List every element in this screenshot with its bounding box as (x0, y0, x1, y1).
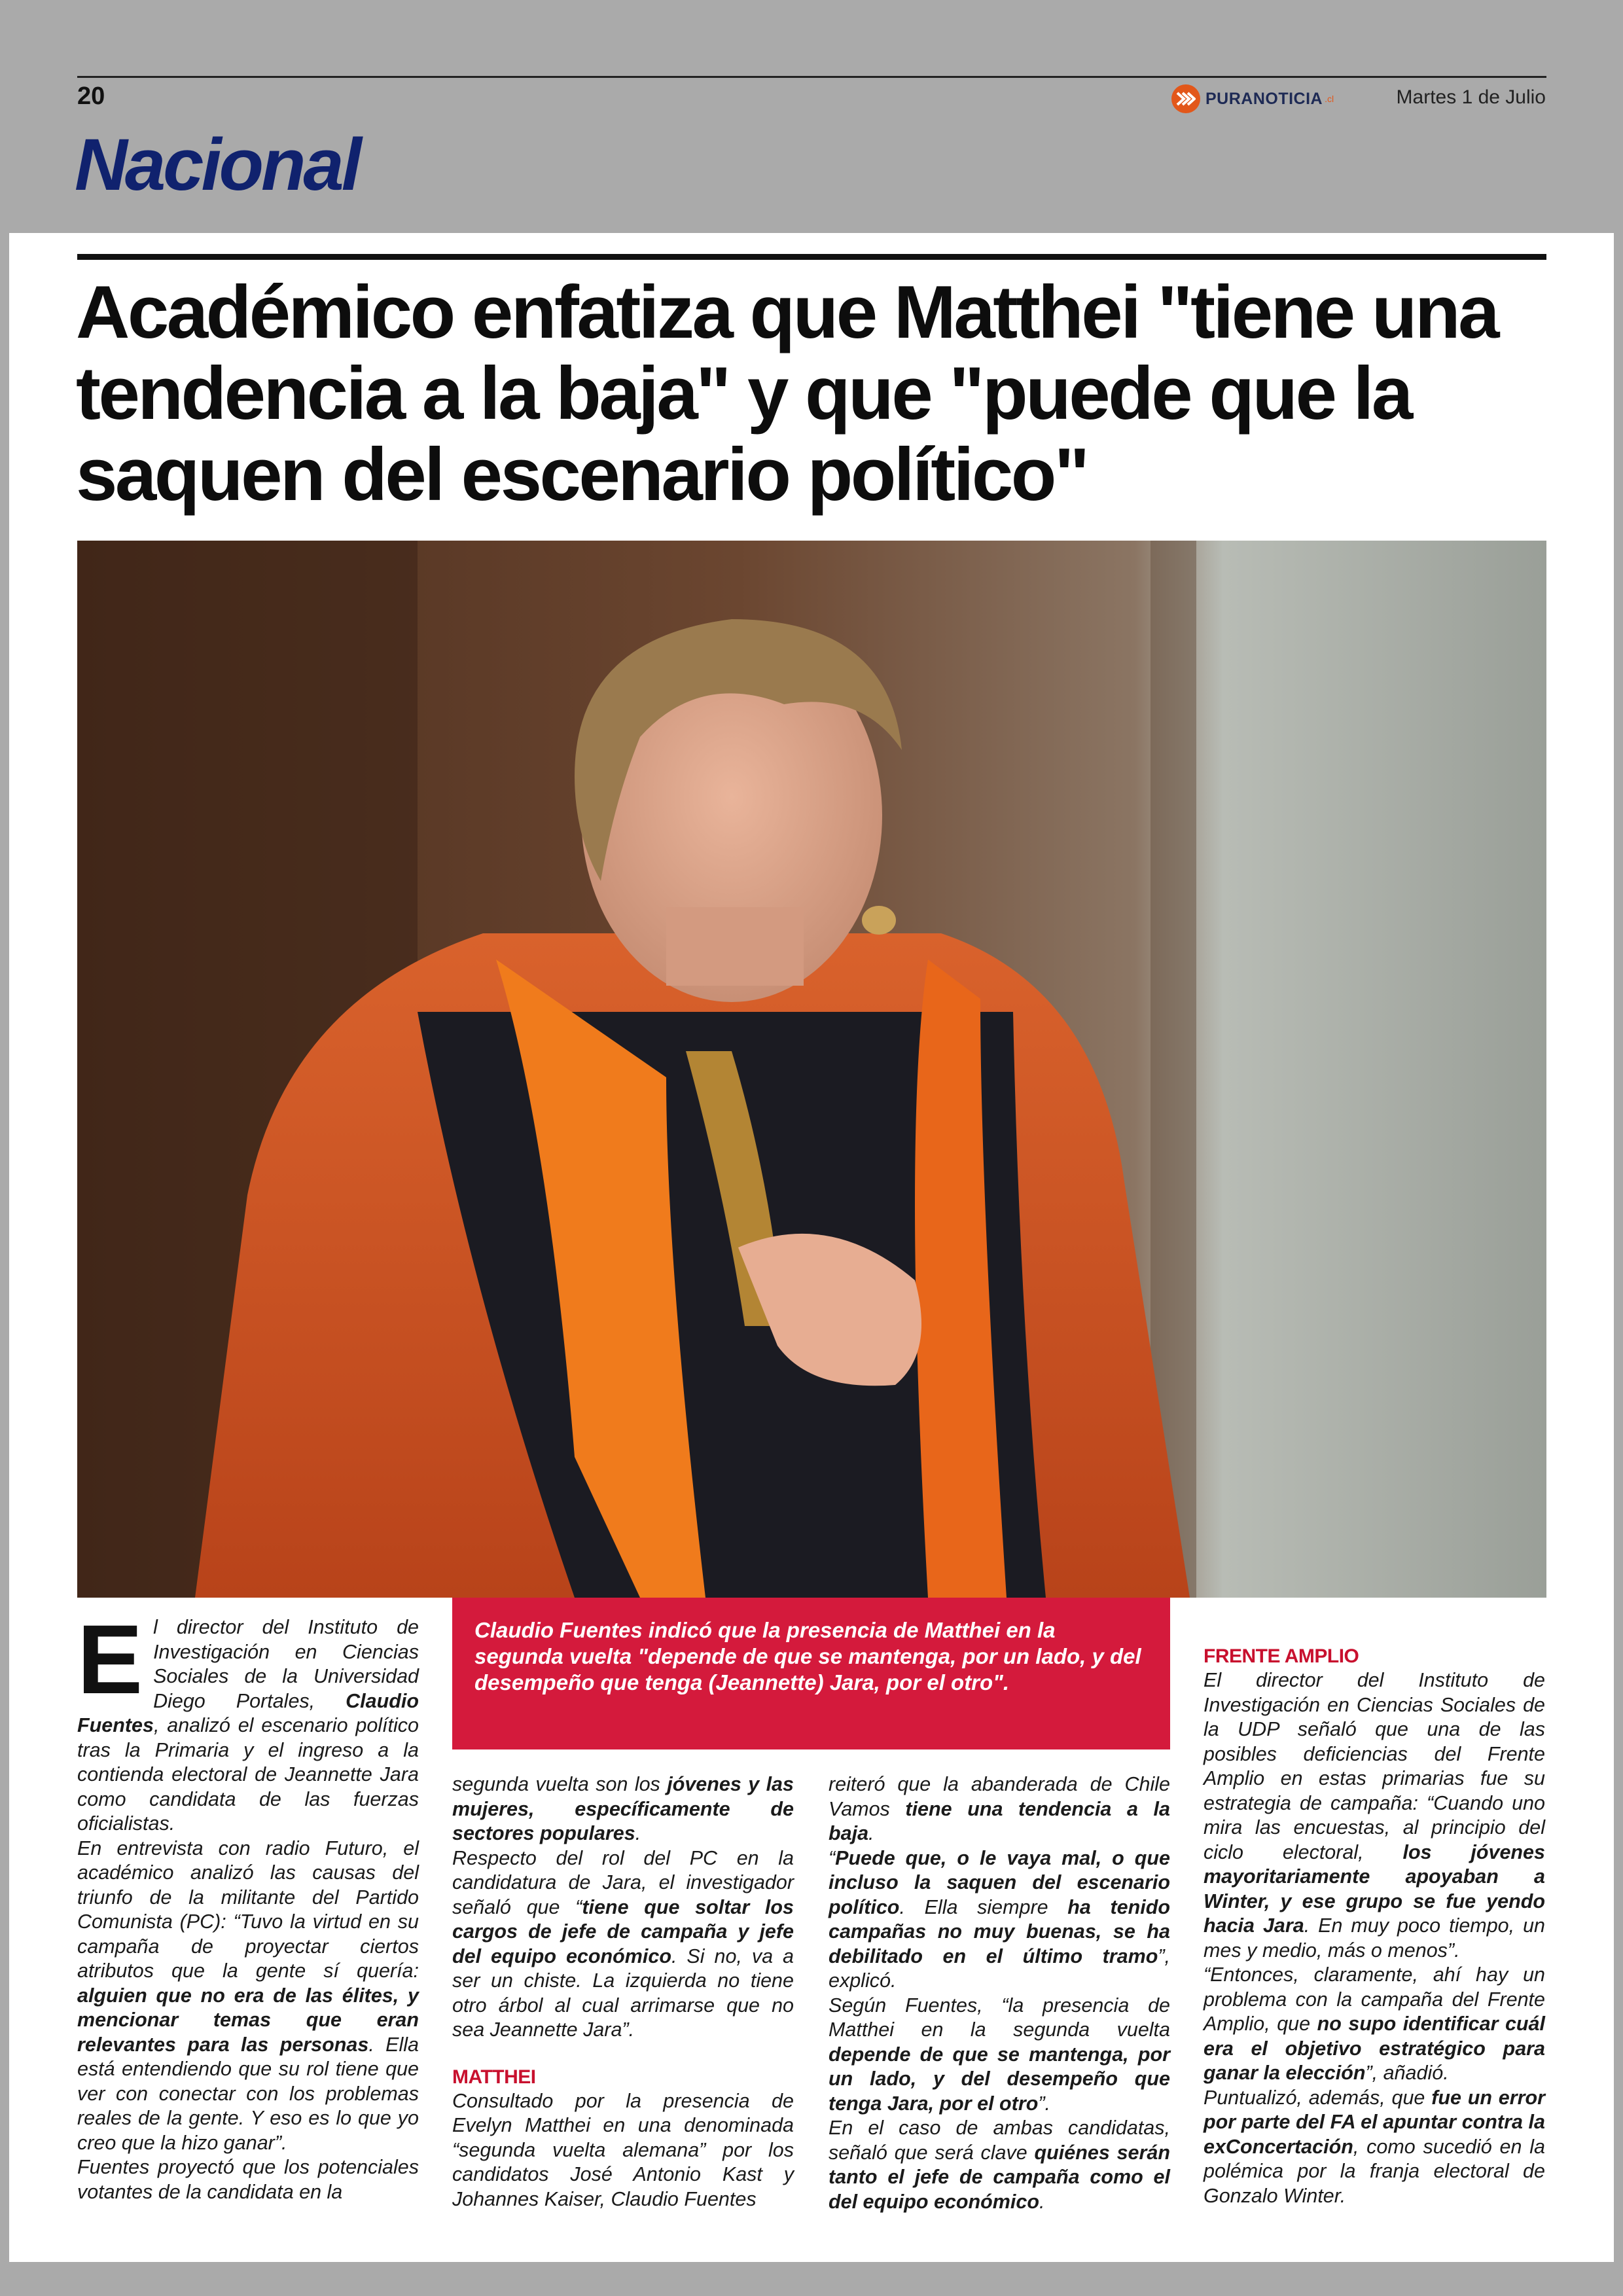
brand-tld: .cl (1325, 94, 1334, 104)
article-column-4: FRENTE AMPLIO El director del Instituto de Investigación en Ciencias Sociales de la UDP señaló que una de las posibles deficiencias del Frente Amplio en estas primarias fue su estrategia de campaña: “Cuando uno mira las encuestas, al principio del ciclo electoral, los jóvenes mayoritariamente apoyaban a Winter, y ese grupo se fue yendo hacia Jara. En muy poco tiempo, un mes y medio, más o menos”. “Entonces, claramente, ahí hay un problema con la campaña del Frente Amplio, que no supo identificar cuál era el objetivo estratégico para ganar la elección”, añadió. Puntualizó, además, que fue un error por parte del FA el apuntar contra la exConcertación, como sucedió en la polémica por la franja electoral de Gonzalo Winter. (1204, 1645, 1545, 2207)
issue-date: Martes 1 de Julio (1396, 86, 1546, 108)
article-photo (77, 541, 1546, 1598)
brand-logo (1171, 84, 1334, 114)
article-column-1: El director del Instituto de Investigación en Ciencias Sociales de la Universidad Diego Portales, Claudio Fuentes, analizó el escenario político tras la Primaria y el ingreso a la contienda electoral de Jeannette Jara como candidata de las fuerzas oficialistas. En entrevista con radio Futuro, el académico analizó las causas del triunfo de la militante del Partido Comunista (PC): “Tuvo la virtud en su campaña de proyectar ciertos atributos que la gente sí quería: alguien que no era de las élites, y mencionar temas que eran relevantes para las personas. Ella está entendiendo que su rol tiene que ver con conectar con los problemas reales de la gente. Y eso es lo que yo creo que la hizo ganar”. Fuentes proyectó que los potenciales votantes de la candidata en la (77, 1604, 419, 2203)
article-headline: Académico enfatiza que Matthei "tiene una tendencia a la baja" y que "puede que la saquen del escenario político" (76, 271, 1498, 516)
headline-rule (77, 254, 1546, 260)
pull-quote: Claudio Fuentes indicó que la presencia de Matthei en la segunda vuelta "depende de que se mantenga, por un lado, y del desempeño que tenga (Jeannette) Jara, por el otro". (452, 1598, 1170, 1749)
subhead-frente-amplio: FRENTE AMPLIO (1204, 1645, 1359, 1667)
page-header (0, 0, 1623, 233)
article-column-3: reiteró que la abanderada de Chile Vamos tiene una tendencia a la baja. “Puede que, o le vaya mal, o que incluso la saquen del escenario político. Ella siempre ha tenido campañas no muy buenas, se ha debilitado en el último tramo”, explicó. Según Fuentes, “la presencia de Matthei en la segunda vuelta depende de que se mantenga, por un lado, y del desempeño que tenga Jara, por el otro”. En el caso de ambas candidatas, señaló que será clave quiénes serán tanto el jefe de campaña como el del equipo económico. (829, 1773, 1170, 2213)
subhead-matthei: MATTHEI (452, 2066, 536, 2088)
section-title: Nacional (75, 124, 359, 206)
article-sheet (9, 233, 1614, 2262)
brand-arrows-icon (1171, 84, 1200, 113)
page-number: 20 (77, 82, 105, 110)
brand-name: PURANOTICIA (1205, 89, 1323, 108)
drop-cap: E (77, 1604, 143, 1714)
article-column-2: segunda vuelta son los jóvenes y las mujeres, específicamente de sectores populares. Respecto del rol del PC en la candidatura de Jara, el investigador señaló que “tiene que soltar los cargos de jefe de campaña y jefe del equipo económico. Si no, va a ser un chiste. La izquierda no tiene otro árbol al cual arrimarse que no sea Jeannette Jara”. MATTHEI Consultado por la presencia de Evelyn Matthei en una denominada “segunda vuelta alemana” por los candidatos José Antonio Kast y Johannes Kaiser, Claudio Fuentes (452, 1773, 794, 2210)
top-rule (77, 76, 1546, 78)
